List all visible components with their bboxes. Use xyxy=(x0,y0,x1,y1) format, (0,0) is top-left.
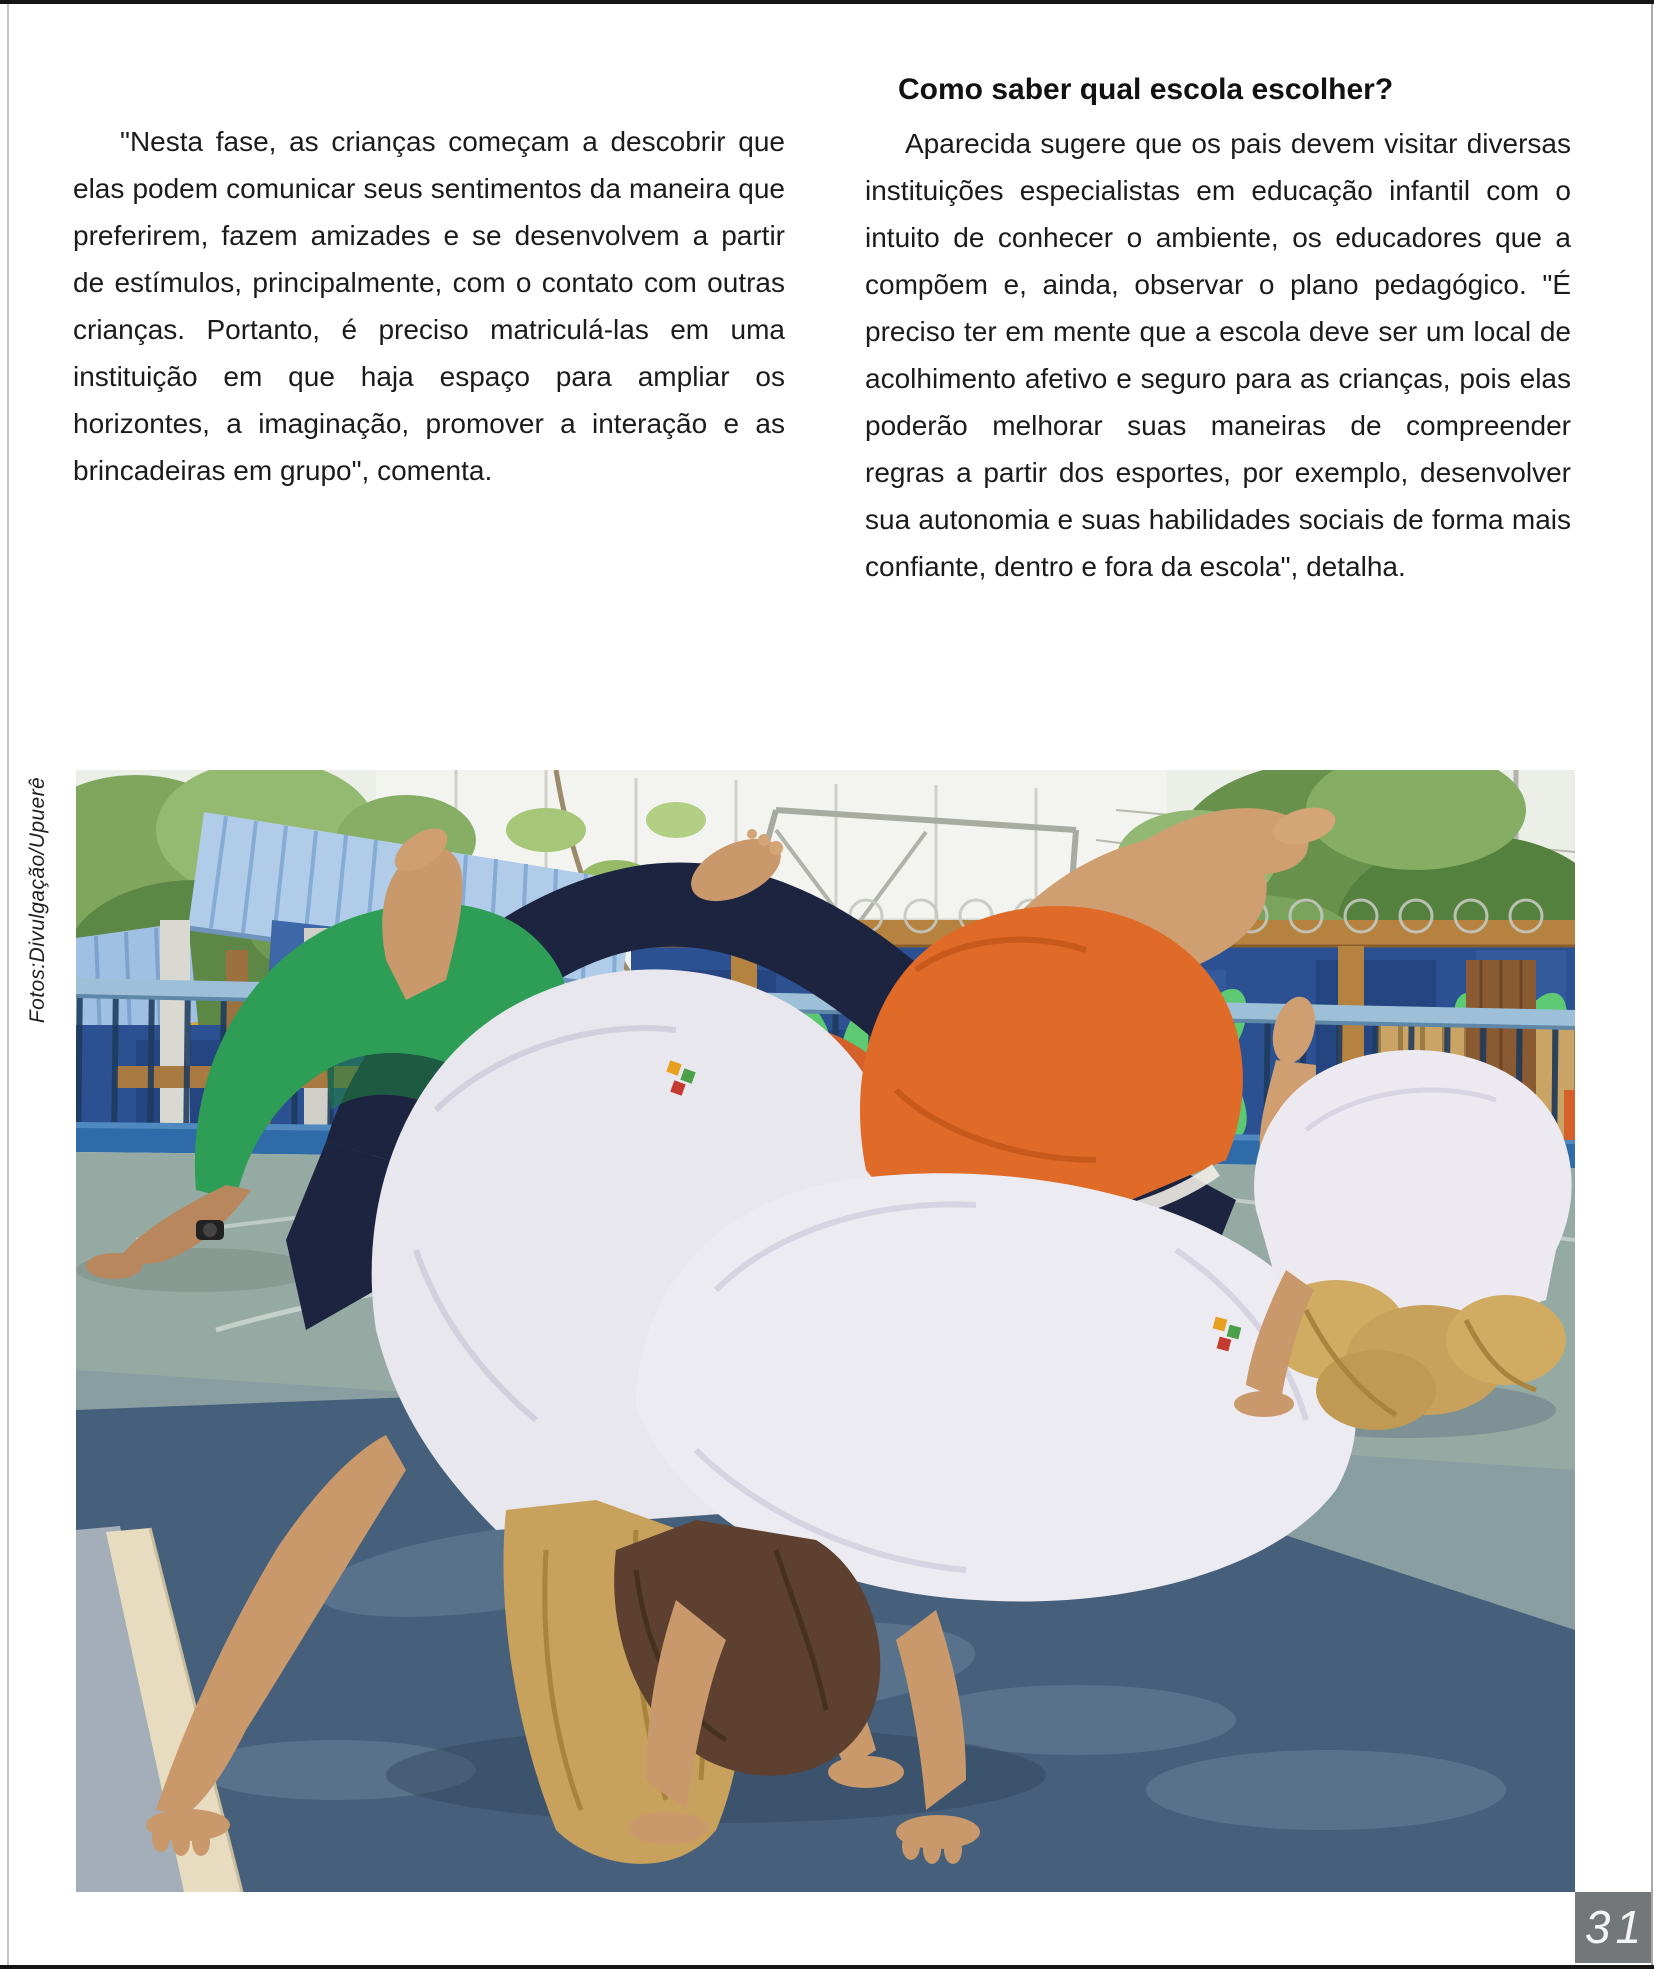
section-heading: Como saber qual escola escolher? xyxy=(898,73,1394,106)
right-text-column xyxy=(865,70,1571,590)
left-column-paragraph: "Nesta fase, as crianças começam a descobrir que elas podem comunicar seus sentimentos da maneira que preferirem, fazem amizades e se desenvolvem a partir de estímulos, principalmente, com o contato com outras crianças. Portanto, é preciso matriculá-las em uma instituição em que haja espaço para ampliar os horizontes, a imaginação, promover a interação e as brincadeiras em grupo", comenta. xyxy=(73,126,785,486)
left-border-rule xyxy=(7,4,9,1965)
left-text-column xyxy=(73,118,785,494)
top-rule xyxy=(0,0,1654,4)
page-number: 31 xyxy=(1584,1901,1647,1953)
right-border-rule xyxy=(1651,4,1653,1965)
bottom-rule xyxy=(0,1965,1654,1969)
article-photo xyxy=(76,770,1575,1892)
right-column-paragraph: Aparecida sugere que os pais devem visitar diversas instituições especialistas em educação infantil com o intuito de conhecer o ambiente, os educadores que a compõem e, ainda, observar o plano pedagógico. "É preciso ter em mente que a escola deve ser um local de acolhimento afetivo e seguro para as crianças, pois elas poderão melhorar suas maneiras de compreender regras a partir dos esportes, por exemplo, desenvolver sua autonomia e suas habilidades sociais de forma mais confiante, dentro e fora da escola", detalha. xyxy=(865,128,1571,582)
gym-class-photo-illustration xyxy=(76,770,1575,1892)
page-number-box xyxy=(1575,1892,1651,1963)
photo-credit: Fotos:Divulgação/Upuerê xyxy=(26,776,49,1024)
